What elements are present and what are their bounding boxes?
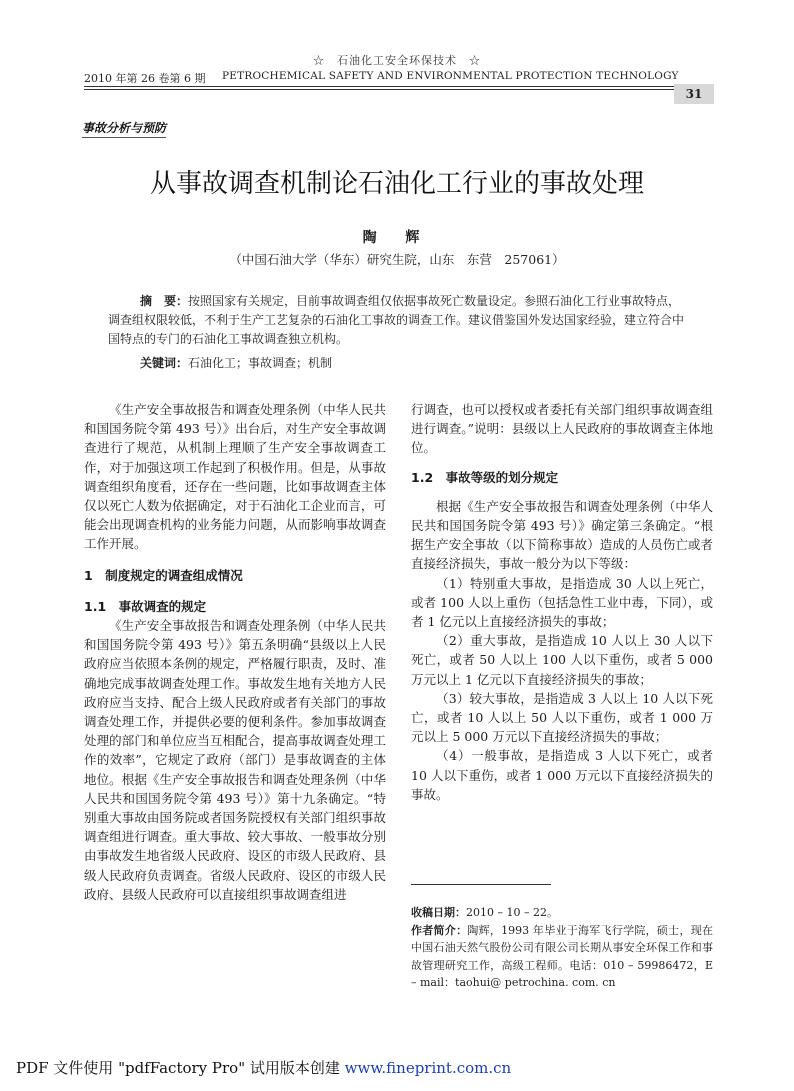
author-bio: 陶辉，1993 年毕业于海军飞行学院，硕士，现在中国石油天然气股份公司有限公司长期从事安全环保工作和事故管理研究工作，高级工程师。电话：010 – 59986472，E – mail：taohui@ petrochina. com. cn (411, 923, 713, 989)
bio-label: 作者简介： (411, 923, 468, 937)
keywords (140, 354, 332, 371)
received-date: 2010 – 10 – 22。 (466, 906, 558, 919)
intro-paragraph: 《生产安全事故报告和调查处理条例（中华人民共和国国务院令第 493 号）》出台后，对生产安全事故调查进行了规范，从机制上理顺了生产安全事故调查工作，对于加强这项工作起到了积极作用。但是，从事故调查组织角度看，还存在一些问题，比如事故调查主体仅以死亡人数为依据确定，对于石油化工企业而言，可能会出现调查机构的业务能力问题，从而影响事故调查工作开展。 (84, 402, 386, 552)
paragraph-1-1: 《生产安全事故报告和调查处理条例（中华人民共和国国务院令第 493 号）》第五条明确“县级以上人民政府应当依照本条例的规定，严格履行职责，及时、准确地完成事故调查处理工作。事故发生地有关地方人民政府应当支持、配合上级人民政府或者有关部门的事故调查处理工作，并提供必要的便利条件。参加事故调查处理的部门和单位应当互相配合，提高事故调查处理工作的效率”，它规定了政府（部门）是事故调查的主体地位。根据《生产安全事故报告和调查处理条例（中华人民共和国国务院令第 493 号）》第十九条确定。“特别重大事故由国务院或者国务院授权有关部门组织事故调查组进行调查。重大事故、较大事故、一般事故分别由事故发生地省级人民政府、设区的市级人民政府、县级人民政府负责调查。省级人民政府、设区的市级人民政府、县级人民政府可以直接组织事故调查组进 (84, 618, 386, 902)
article-title: 从事故调查机制论石油化工行业的事故处理 (149, 169, 644, 199)
abstract (108, 292, 688, 349)
author: 陶 辉 (362, 230, 432, 246)
paragraph-1-2: 根据《生产安全事故报告和调查处理条例（中华人民共和国国务院令第 493 号）》确定第三条确定。“根据生产安全事故（以下简称事故）造成的人员伤亡或者直接经济损失，事故一般分为以下等级： (411, 498, 713, 572)
keywords-text: 石油化工；事故调查；机制 (188, 356, 333, 370)
list-item: （4）一般事故，是指造成 3 人以下死亡，或者 10 人以下重伤，或者 1 000 万元以下直接经济损失的事故。 (411, 748, 713, 802)
journal-english-name: PETROCHEMICAL SAFETY AND ENVIRONMENTAL PROTECTION TECHNOLOGY (222, 70, 679, 82)
journal-name: ☆ 石油化工安全环保技术 ☆ (313, 54, 481, 67)
received-label: 收稿日期： (411, 906, 466, 919)
watermark-link[interactable]: www.fineprint.com.cn (344, 1059, 512, 1077)
heading-1: 1 制度规定的调查组成情况 (84, 567, 243, 583)
page-number: 31 (674, 84, 714, 104)
heading-1-1: 1.1 事故调查的规定 (84, 598, 207, 614)
header-rule-double (84, 89, 714, 90)
section-tag: 事故分析与预防 (82, 119, 166, 138)
continued-paragraph: 行调查，也可以授权或者委托有关部门组织事故调查组进行调查。”说明：县级以上人民政府的事故调查主体地位。 (411, 402, 713, 456)
pdf-watermark (16, 1057, 511, 1078)
keywords-label: 关键词： (140, 356, 189, 370)
affiliation: （中国石油大学（华东）研究生院，山东 东营 257061） (229, 252, 565, 267)
abstract-label: 摘 要： (140, 294, 189, 308)
body-column-left (84, 400, 386, 904)
watermark-text: PDF 文件使用 "pdfFactory Pro" 试用版本创建 (16, 1059, 345, 1077)
list-item: （3）较大事故，是指造成 3 人以上 10 人以下死亡，或者 10 人以上 50 人以下重伤，或者 1 000 万元以上 5 000 万元以下直接经济损失的事故； (411, 690, 713, 745)
heading-1-2: 1.2 事故等级的划分规定 (411, 469, 559, 485)
footnote-rule (411, 884, 551, 885)
issue-info: 2010 年第 26 卷第 6 期 (84, 72, 206, 85)
footnote (411, 904, 713, 992)
body-column-right (411, 400, 713, 804)
list-item: （2）重大事故，是指造成 10 人以上 30 人以下死亡，或者 50 人以上 100 人以下重伤，或者 5 000万元以上 1 亿元以下直接经济损失的事故； (411, 633, 713, 687)
list-item: （1）特别重大事故，是指造成 30 人以上死亡，或者 100 人以上重伤（包括急性工业中毒，下同），或者 1 亿元以上直接经济损失的事故； (411, 575, 713, 630)
abstract-text: 按照国家有关规定，目前事故调查组仅依据事故死亡数量设定。参照石油化工行业事故特点，调查组权限较低，不利于生产工艺复杂的石油化工事故的调查工作。建议借鉴国外发达国家经验，建立符合中国特点的专门的石油化工事故调查独立机构。 (108, 294, 685, 346)
header-rule (84, 86, 714, 87)
